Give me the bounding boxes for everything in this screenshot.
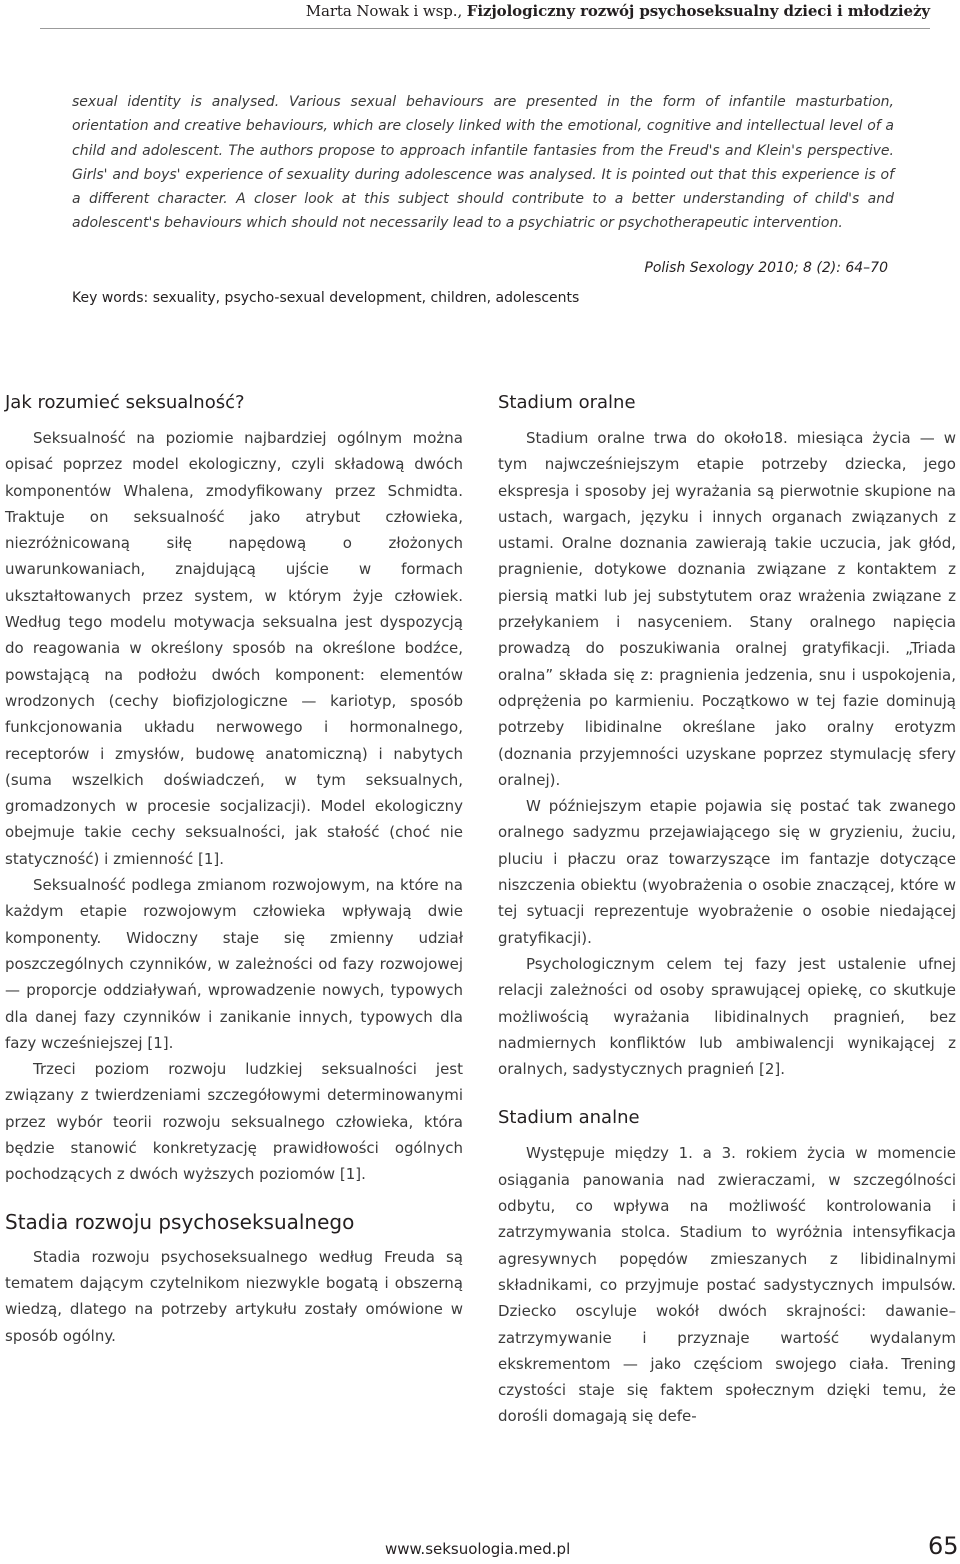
paragraph: Stadia rozwoju psychoseksualnego według Freuda są tematem dającym czytelnikom niezwykle bogatą i obszerną wiedzą, dlatego na potrzeby artykułu zostały omówione w sposób ogólny.: [5, 1247, 463, 1345]
header-divider: [40, 28, 930, 29]
page-number: 65: [928, 1532, 959, 1560]
paragraph: W późniejszym etapie pojawia się postać tak zwanego oralnego sadyzmu przejawiającego się w gryzieniu, żuciu, pluciu i płaczu oraz towarzyszące im fantazje dotyczące niszczenia obiektu (wyobrażenia o osobie znaczącej, które w tej sytuacji reprezentuje wyobrażenie o osobie niedającej gratyfikacji).: [498, 797, 956, 947]
section-heading-psychosexual-stages: Stadia rozwoju psychoseksualnego: [5, 1209, 355, 1234]
header-article-title: Fizjologiczny rozwój psychoseksualny dzieci i młodzieży: [466, 2, 930, 20]
header-authors: Marta Nowak i wsp.: [305, 2, 458, 20]
abstract-text: sexual identity is analysed. Various sexual behaviours are presented in the form of infantile masturbation, orientation and creative behaviours, which are closely linked with the emotional, cognitive and intellectual level of a child and adolescent. The authors propose to approach infantile fantasies from the Freud's and Klein's perspective. Girls' and boys' experience of sexuality during adolescence was analysed. It is pointed out that this experience is of a different character. A closer look at this subject should contribute to a better understanding of child's and adolescent's behaviours which should not necessarily lead to a psychiatric or psychotherapeutic intervention.: [72, 94, 894, 232]
left-column: [5, 389, 463, 1349]
keywords: Key words: sexuality, psycho-sexual development, children, adolescents: [72, 290, 580, 306]
paragraph: Seksualność podlega zmianom rozwojowym, na które na każdym etapie rozwojowym człowieka wpływają dwie komponenty. Widoczny staje się zmienny udział poszczególnych czynników, w zależności od fazy rozwojowej — proporcje oddziaływań, wprowadzenie nowych, typowych dla danej fazy czynników i zanikanie innych, typowych dla fazy wcześniejszej [1].: [5, 876, 463, 1052]
section-heading-understanding-sexuality: Jak rozumieć seksualność?: [5, 392, 245, 413]
footer-website-url: www.seksuologia.med.pl: [385, 1540, 571, 1558]
paragraph: Psychologicznym celem tej fazy jest ustalenie ufnej relacji zależności od osoby sprawującej opiekę, co skutkuje możliwością wyrażania libidinalnych pragnień, bez nadmiernych konfliktów lub ambiwalencji wynikającej z oralnych, sadystycznych pragnień [2].: [498, 954, 956, 1079]
right-column: [498, 389, 956, 1430]
section-heading-anal-stage: Stadium analne: [498, 1107, 640, 1129]
header-separator: ,: [457, 2, 467, 20]
paragraph: Stadium oralne trwa do około18. miesiąca życia — w tym najwcześniejszym etapie potrzeby dziecka, jego ekspresja i sposoby jej wyrażania są pierwotnie skupione na ustach, wargach, języku i innych organach związanych z ustami. Oralne doznania zawierają takie uczucia, jak głód, pragnienie, dotykowe doznania związane z kontaktem z piersią matki lub jej substytutem oraz wrażenia związane z przełykaniem i nasyceniem. Stany oralnego napięcia prowadzą do poszukiwania oralnej gratyfikacji. „Triada oralna” składa się z: pragnienia jedzenia, snu i uspokojenia, odprężenia po karmieniu. Początkowo w tej fazie dominują potrzeby libidinalne określane jako oralny erotyzm (doznania przyjemności uzyskane poprzez stymulację sfery oralnej).: [498, 429, 956, 789]
paragraph: Trzeci poziom rozwoju ludzkiej seksualności jest związany z twierdzeniami szczegółowymi determinowanymi przez wybór teorii rozwoju seksualnego człowieka, która będzie stanowić konkretyzację prawidłowości ogólnych pochodzących z dwóch wyższych poziomów [1].: [5, 1060, 463, 1184]
journal-citation: Polish Sexology 2010; 8 (2): 64–70: [644, 260, 888, 276]
section-heading-oral-stage: Stadium oralne: [498, 392, 636, 413]
abstract: [72, 90, 894, 236]
paragraph: Występuje między 1. a 3. rokiem życia w momencie osiągania panowania nad zwieraczami, w szczególności odbytu, co wpływa na możliwość kontrolowania i zatrzymywania stolca. Stadium to wyróżnia intensyfikacja agresywnych popędów zmieszanych z libidinalnymi składnikami, co przyjmuje postać sadystycznych impulsów. Dziecko oscyluje wokół dwóch skrajności: dawanie–zatrzymywanie i przyznaje wartość wydalanym ekskrementom — jako częściom swojego ciała. Trening czystości staje się faktem społecznym dzięki temu, że dorośli domagają się defe-: [498, 1144, 956, 1426]
paragraph: Seksualność na poziomie najbardziej ogólnym można opisać poprzez model ekologiczny, czyli składową dwóch komponentów Whalena, zmodyfikowany przez Schmidta. Traktuje on seksualność jako atrybut człowieka, niezróżnicowaną siłę napędową o złożonych uwarunkowaniach, znajdującą ujście w formach ukształtowanych przez system, w którym żyje człowiek. Według tego modelu motywacja seksualna jest dyspozycją do reagowania w określony sposób na określone bodźce, powstającą na podłożu dwóch komponent: elementów wrodzonych (cechy biofizjologiczne — kariotyp, sposób funkcjonowania układu nerwowego i hormonalnego, receptorów i zmysłów, budowę anatomiczną) i nabytych (suma wszelkich doświadczeń, w tym seksualnych, gromadzonych w procesie socjalizacji). Model ekologiczny obejmuje takie cechy seksualności, jak stałość (choć nie statyczność) i zmienność [1].: [5, 429, 463, 868]
running-header: [306, 2, 930, 20]
